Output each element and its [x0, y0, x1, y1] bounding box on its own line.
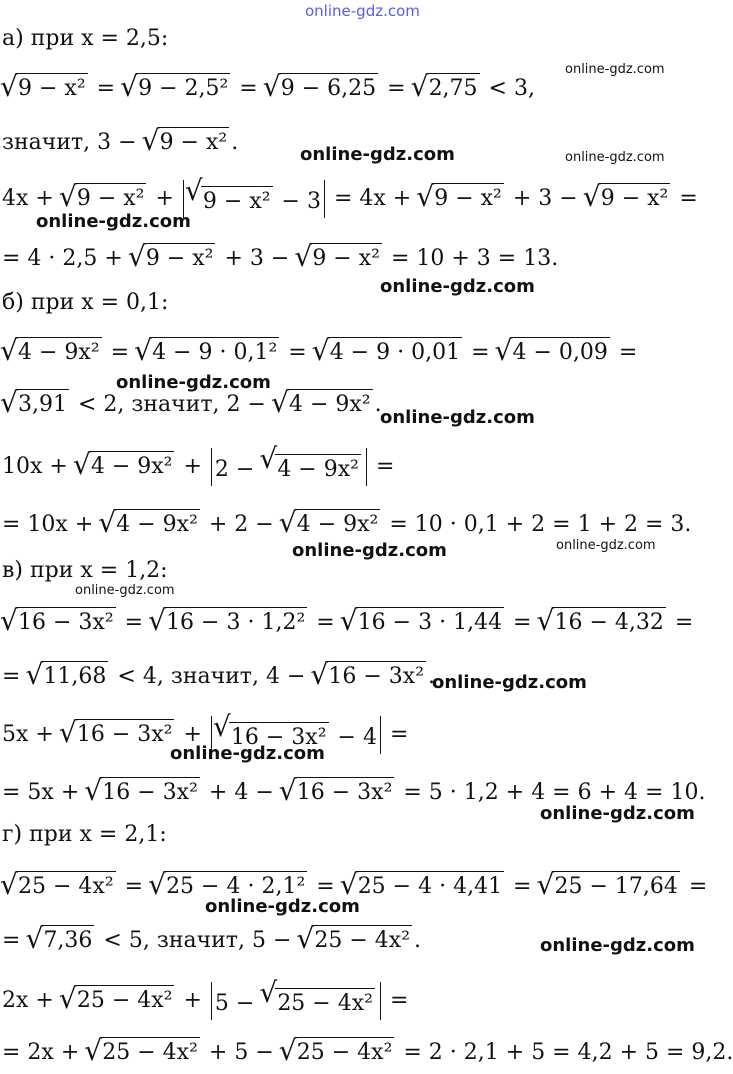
part-c-line4: = 5x + √ 16 − 3x² + 4 − √ 16 − 3x² = 5 · 1,2 + 4 = 6 + 4 = 10.	[2, 780, 705, 806]
watermark: online-gdz.com	[432, 672, 587, 693]
watermark: online-gdz.com	[540, 803, 695, 824]
part-a-line3: 4x + √ 9 − x² + √ 9 − x² − 3 = 4x + √ 9 − x² + 3 − √ 9 − x² =	[2, 180, 698, 218]
part-a-line2: значит, 3 − √ 9 − x² .	[2, 130, 238, 156]
part-d-line3: 2x + √ 25 − 4x² + 5 − √ 25 − 4x² =	[2, 982, 408, 1020]
watermark: online-gdz.com	[565, 150, 665, 165]
part-b-line3: 10x + √ 4 − 9x² + 2 − √ 4 − 9x² =	[2, 448, 394, 486]
watermark: online-gdz.com	[380, 407, 535, 428]
part-a-header: а) при x = 2,5:	[2, 26, 169, 51]
part-a-line1: √ 9 − x² = √ 9 − 2,5² = √ 9 − 6,25 = √ 2,75 < 3,	[2, 76, 535, 102]
part-b-line1: √ 4 − 9x² = √ 4 − 9 · 0,1² = √ 4 − 9 · 0,01 = √ 4 − 0,09 =	[2, 340, 637, 366]
watermark: online-gdz.com	[205, 896, 360, 917]
watermark-top: online-gdz.com	[305, 2, 420, 20]
part-a-line4: = 4 · 2,5 + √ 9 − x² + 3 − √ 9 − x² = 10 + 3 = 13.	[2, 246, 558, 272]
watermark: online-gdz.com	[300, 144, 455, 165]
part-c-line1: √ 16 − 3x² = √ 16 − 3 · 1,2² = √ 16 − 3 · 1,44 = √ 16 − 4,32 =	[2, 610, 693, 636]
part-c-line3: 5x + √ 16 − 3x² + √ 16 − 3x² − 4 =	[2, 716, 408, 754]
part-b-line4: = 10x + √ 4 − 9x² + 2 − √ 4 − 9x² = 10 · 0,1 + 2 = 1 + 2 = 3.	[2, 512, 691, 538]
part-c-line2: = √ 11,68 < 4, значит, 4 − √ 16 − 3x² .	[2, 664, 435, 690]
watermark: online-gdz.com	[170, 743, 325, 764]
watermark: online-gdz.com	[540, 935, 695, 956]
part-b-line2: √ 3,91 < 2, значит, 2 − √ 4 − 9x² .	[2, 392, 382, 418]
watermark: online-gdz.com	[380, 276, 535, 297]
part-d-line1: √ 25 − 4x² = √ 25 − 4 · 2,1² = √ 25 − 4 · 4,41 = √ 25 − 17,64 =	[2, 874, 707, 900]
part-d-header: г) при x = 2,1:	[2, 822, 167, 847]
part-d-line2: = √ 7,36 < 5, значит, 5 − √ 25 − 4x² .	[2, 928, 421, 954]
part-b-header: б) при x = 0,1:	[2, 290, 169, 315]
part-d-line4: = 2x + √ 25 − 4x² + 5 − √ 25 − 4x² = 2 · 2,1 + 5 = 4,2 + 5 = 9,2.	[2, 1040, 733, 1066]
watermark: online-gdz.com	[116, 372, 271, 393]
watermark: online-gdz.com	[75, 583, 175, 598]
part-c-header: в) при x = 1,2:	[2, 558, 168, 583]
watermark: online-gdz.com	[556, 538, 656, 553]
watermark: online-gdz.com	[565, 62, 665, 77]
watermark: online-gdz.com	[292, 540, 447, 561]
watermark: online-gdz.com	[36, 211, 191, 232]
